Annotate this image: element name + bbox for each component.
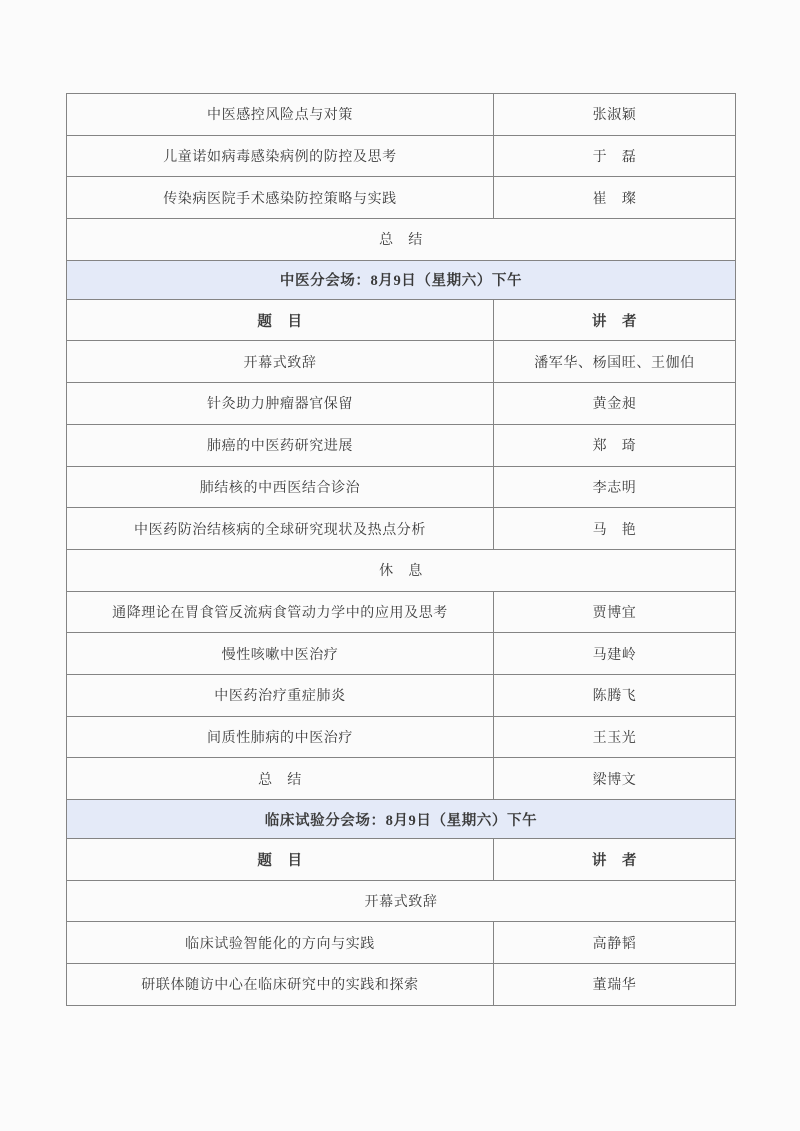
speaker-cell: 崔 璨 (494, 177, 736, 219)
speaker-cell: 梁博文 (494, 758, 736, 800)
table-row (67, 633, 736, 675)
summary-row (67, 219, 736, 261)
break-row (67, 549, 736, 591)
column-header-row (67, 299, 736, 341)
table-row (67, 341, 736, 383)
table-row (67, 964, 736, 1006)
speaker-cell: 王玉光 (494, 716, 736, 758)
speaker-cell: 潘军华、杨国旺、王伽伯 (494, 341, 736, 383)
title-cell: 间质性肺病的中医治疗 (67, 716, 494, 758)
section-header-row-tcm (67, 260, 736, 299)
table-row (67, 591, 736, 633)
summary-row (67, 758, 736, 800)
speaker-cell: 贾博宜 (494, 591, 736, 633)
column-header-row (67, 839, 736, 881)
title-cell: 针灸助力肿瘤器官保留 (67, 383, 494, 425)
title-cell: 儿童诺如病毒感染病例的防控及思考 (67, 135, 494, 177)
title-cell: 中医感控风险点与对策 (67, 94, 494, 136)
speaker-cell: 于 磊 (494, 135, 736, 177)
section-title-cell: 中医分会场：8月9日（星期六）下午 (67, 260, 736, 299)
table-row (67, 716, 736, 758)
title-cell: 研联体随访中心在临床研究中的实践和探索 (67, 964, 494, 1006)
title-cell: 中医药治疗重症肺炎 (67, 674, 494, 716)
table-row (67, 674, 736, 716)
table-row (67, 922, 736, 964)
title-cell: 肺癌的中医药研究进展 (67, 424, 494, 466)
table-row (67, 135, 736, 177)
speaker-cell: 陈腾飞 (494, 674, 736, 716)
title-cell: 中医药防治结核病的全球研究现状及热点分析 (67, 508, 494, 550)
table-row (67, 177, 736, 219)
speaker-cell: 李志明 (494, 466, 736, 508)
speaker-cell: 黄金昶 (494, 383, 736, 425)
title-cell: 肺结核的中西医结合诊治 (67, 466, 494, 508)
full-width-cell: 休 息 (67, 549, 736, 591)
title-column-header: 题 目 (67, 299, 494, 341)
title-cell: 通降理论在胃食管反流病食管动力学中的应用及思考 (67, 591, 494, 633)
table-row (67, 466, 736, 508)
full-width-cell: 总 结 (67, 219, 736, 261)
speaker-cell: 马 艳 (494, 508, 736, 550)
title-cell: 临床试验智能化的方向与实践 (67, 922, 494, 964)
section-title-cell: 临床试验分会场：8月9日（星期六）下午 (67, 800, 736, 839)
speaker-cell: 马建岭 (494, 633, 736, 675)
title-cell: 开幕式致辞 (67, 341, 494, 383)
speaker-column-header: 讲 者 (494, 299, 736, 341)
speaker-column-header: 讲 者 (494, 839, 736, 881)
table-row (67, 383, 736, 425)
speaker-cell: 高静韬 (494, 922, 736, 964)
opening-remarks-row (67, 880, 736, 922)
section-header-row-clinical-trial (67, 800, 736, 839)
speaker-cell: 郑 琦 (494, 424, 736, 466)
table-row (67, 508, 736, 550)
speaker-cell: 张淑颖 (494, 94, 736, 136)
title-cell: 总 结 (67, 758, 494, 800)
table-row (67, 94, 736, 136)
title-cell: 慢性咳嗽中医治疗 (67, 633, 494, 675)
conference-schedule-table (66, 93, 736, 1006)
speaker-cell: 董瑞华 (494, 964, 736, 1006)
table-row (67, 424, 736, 466)
title-cell: 传染病医院手术感染防控策略与实践 (67, 177, 494, 219)
full-width-cell: 开幕式致辞 (67, 880, 736, 922)
title-column-header: 题 目 (67, 839, 494, 881)
